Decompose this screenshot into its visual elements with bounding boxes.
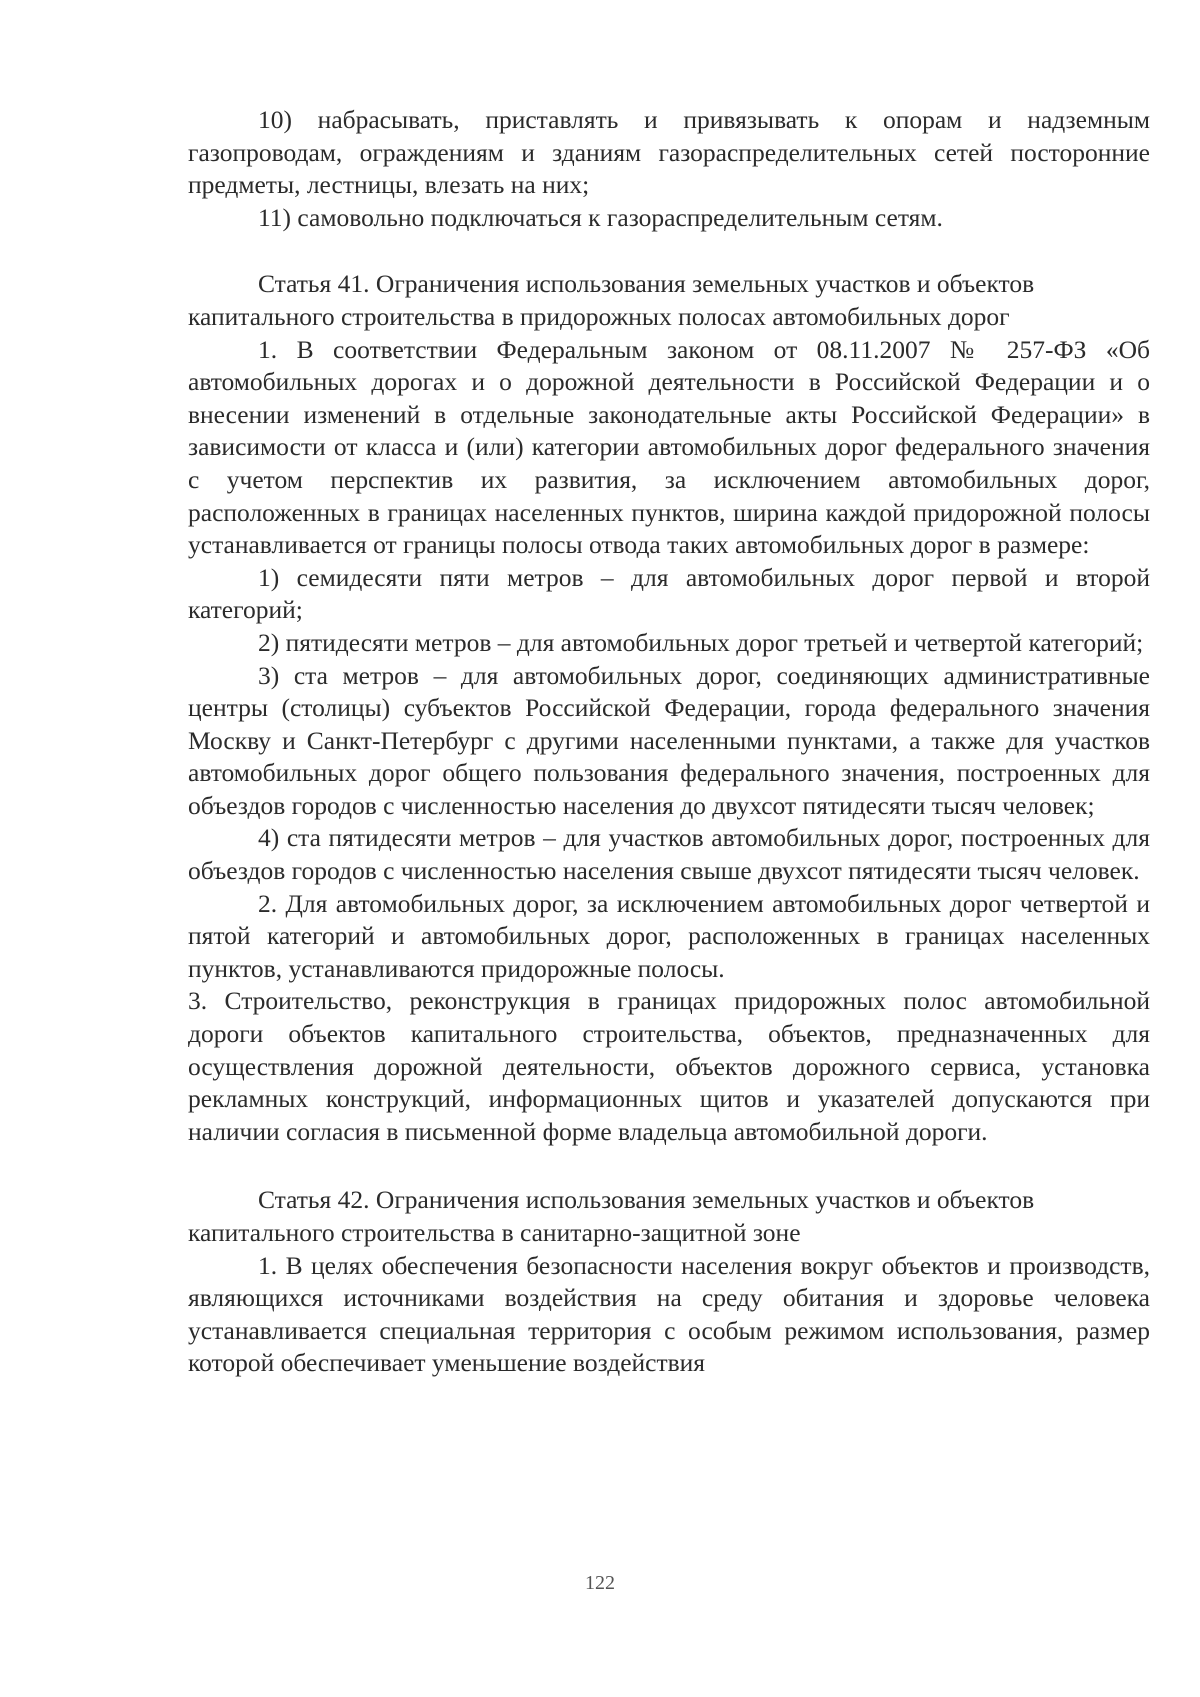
article-41-clause-3: 3. Строительство, реконструкция в границах придорожных полос автомобильной дороги объектов капитального строительства, объектов, предназначенных для осуществления дорожной деятельности, объектов дорожного сервиса, установка рекламных конструкций, информационных щитов и указателей допускаются при наличии согласия в письменной форме владельца автомобильной дороги. <box>188 986 1150 1146</box>
article-41-clause-1: 1. В соответствии Федеральным законом от 08.11.2007 № 257-ФЗ «Об автомобильных дорогах и о дорожной деятельности в Российской Федерации и о внесении изменений в отдельные законодательные акты Российской Федерации» в зависимости от класса и (или) категории автомобильных дорог федерального значения с учетом перспектив их развития, за исключением автомобильных дорог, расположенных в границах населенных пунктов, ширина каждой придорожной полосы устанавливается от границы полосы отвода таких автомобильных дорог в размере: <box>188 334 1150 560</box>
item-10-paragraph: 10) набрасывать, приставлять и привязывать к опорам и надземным газопроводам, ограждениям и зданиям газораспределительных сетей посторонние предметы, лестницы, влезать на них; <box>188 105 1150 200</box>
article-41-clause-2: 2. Для автомобильных дорог, за исключением автомобильных дорог четвертой и пятой категорий и автомобильных дорог, расположенных в границах населенных пунктов, устанавливаются придорожные полосы. <box>188 888 1150 983</box>
article-41-heading: Статья 41. Ограничения использования земельных участков и объектов капитального строительства в придорожных полосах автомобильных дорог <box>188 269 1035 331</box>
article-42-clause-1: 1. В целях обеспечения безопасности населения вокруг объектов и производств, являющихся источниками воздействия на среду обитания и здоровье человека устанавливается специальная территория с особым режимом использования, размер которой обеспечивает уменьшение воздействия <box>188 1250 1150 1378</box>
article-41 <box>188 268 1150 1148</box>
article-42-heading: Статья 42. Ограничения использования земельных участков и объектов капитального строительства в санитарно-защитной зоне <box>188 1185 1035 1247</box>
article-41-item-1: 1) семидесяти пяти метров – для автомобильных дорог первой и второй категорий; <box>188 562 1150 625</box>
article-41-item-2: 2) пятидесяти метров – для автомобильных дорог третьей и четвертой категорий; <box>258 627 1144 657</box>
article-41-item-3: 3) ста метров – для автомобильных дорог, соединяющих административные центры (столицы) субъектов Российской Федерации, города федерального значения Москву и Санкт-Петербург с другими населенными пунктами, а также для участков автомобильных дорог общего пользования федерального значения, построенных для объездов городов с численностью населения до двухсот пятидесяти тысяч человек; <box>188 660 1150 820</box>
article-42 <box>188 1184 1150 1380</box>
section-spacer <box>188 234 1150 268</box>
section-spacer <box>188 1148 1150 1184</box>
item-11-paragraph: 11) самовольно подключаться к газораспределительным сетям. <box>258 202 943 232</box>
article-41-item-4: 4) ста пятидесяти метров – для участков автомобильных дорог, построенных для объездов городов с численностью населения свыше двухсот пятидесяти тысяч человек. <box>188 823 1150 886</box>
page-number: 122 <box>585 1572 615 1594</box>
document-page <box>188 104 1150 1380</box>
